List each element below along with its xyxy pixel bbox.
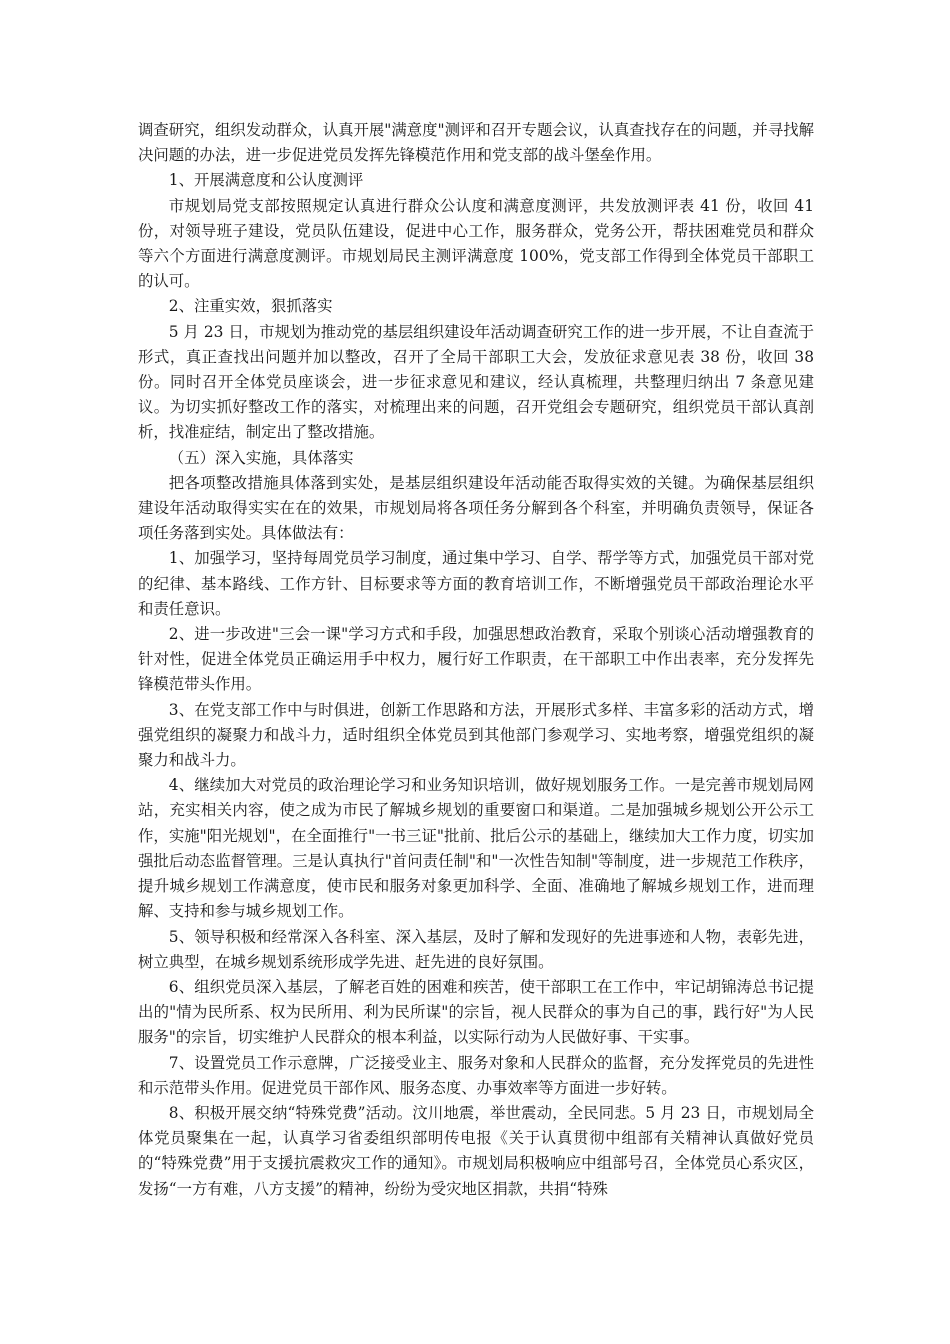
list-item-3: 3、在党支部工作中与时俱进，创新工作思路和方法，开展形式多样、丰富多彩的活动方式，增强党组织的凝聚力和战斗力，适时组织全体党员到其他部门参观学习、实地考察，增强党组织的凝聚力和战斗力。 bbox=[138, 700, 814, 770]
list-item-2: 2、进一步改进"三会一课"学习方式和手段，加强思想政治教育，采取个别谈心活动增强教育的针对性，促进全体党员正确运用手中权力，履行好工作职责，在干部职工中作出表率，充分发挥先锋模范带头作用。 bbox=[138, 625, 814, 694]
list-item-1: 1、加强学习，坚持每周党员学习制度，通过集中学习、自学、帮学等方式，加强党员干部对党的纪律、基本路线、工作方针、目标要求等方面的教育培训工作，不断增强党员干部政治理论水平和责任意识。 bbox=[138, 549, 814, 618]
heading-focus-on-results: 2、注重实效，狠抓落实 bbox=[168, 297, 333, 316]
list-item-7: 7、设置党员工作示意牌，广泛接受业主、服务对象和人民群众的监督，充分发挥党员的先进性和示范带头作用。促进党员干部作风、服务态度、办事效率等方面进一步好转。 bbox=[138, 1053, 814, 1097]
list-item-6: 6、组织党员深入基层，了解老百姓的困难和疾苦，使干部职工在工作中，牢记胡锦涛总书记提出的"情为民所系、权为民所用、利为民所谋"的宗旨，视人民群众的事为自己的事，践行好"为人民服务"的宗旨，切实维护人民群众的根本利益，以实际行动为人民做好事、干实事。 bbox=[138, 977, 814, 1047]
paragraph-satisfaction-survey: 市规划局党支部按照规定认真进行群众公认度和满意度测评，共发放测评表 41 份，收回 41 份，对领导班子建设，党员队伍建设，促进中心工作，服务群众，党务公开，帮扶困难党员和群众等六个方面进行满意度测评。市规划局民主测评满意度 100%，党支部工作得到全体党员干部职工的认可。 bbox=[138, 196, 814, 291]
paragraph-implementation-intro: 把各项整改措施具体落到实处，是基层组织建设年活动能否取得实效的关键。为确保基层组织建设年活动取得实实在在的效果，市规划局将各项任务分解到各个科室，并明确负责领导，保证各项任务落到实处。具体做法有： bbox=[138, 473, 814, 543]
section-heading-implementation: （五）深入实施，具体落实 bbox=[168, 448, 354, 467]
list-item-4: 4、继续加大对党员的政治理论学习和业务知识培训，做好规划服务工作。一是完善市规划局网站，充实相关内容，使之成为市民了解城乡规划的重要窗口和渠道。二是加强城乡规划公开公示工作，实施"阳光规划"，在全面推行"一书三证"批前、批后公示的基础上，继续加大工作力度，切实加强批后动态监督管理。三是认真执行"首问责任制"和"一次性告知制"等制度，进一步规范工作秩序，提升城乡规划工作满意度，使市民和服务对象更加科学、全面、准确地了解城乡规划工作，进而理解、支持和参与城乡规划工作。 bbox=[138, 776, 814, 921]
paragraph-focus-on-results: 5 月 23 日，市规划为推动党的基层组织建设年活动调查研究工作的进一步开展，不让自查流于形式，真正查找出问题并加以整改，召开了全局干部职工大会，发放征求意见表 38 份，收回 38 份。同时召开全体党员座谈会，进一步征求意见和建议，经认真梳理，共整理归纳出 7 条意见建议。为切实抓好整改工作的落实，对梳理出来的问题，召开党组会专题研究，组织党员干部认真剖析，找准症结，制定出了整改措施。 bbox=[138, 322, 814, 442]
list-item-5: 5、领导积极和经常深入各科室、深入基层，及时了解和发现好的先进事迹和人物，表彰先进，树立典型，在城乡规划系统形成学先进、赶先进的良好氛围。 bbox=[138, 927, 814, 971]
heading-satisfaction-survey: 1、开展满意度和公认度测评 bbox=[168, 171, 364, 190]
paragraph-intro-continued: 调查研究，组织发动群众，认真开展"满意度"测评和召开专题会议，认真查找存在的问题，并寻找解决问题的办法，进一步促进党员发挥先锋模范作用和党支部的战斗堡垒作用。 bbox=[138, 121, 814, 165]
list-item-8: 8、积极开展交纳“特殊党费”活动。汶川地震，举世震动，全民同悲。5 月 23 日，市规划局全体党员聚集在一起，认真学习省委组织部明传电报《关于认真贯彻中组部有关精神认真做好党员的“特殊党费”用于支援抗震救灾工作的通知》。市规划局积极响应中组部号召，全体党员心系灾区，发扬“一方有难，八方支援”的精神，纷纷为受灾地区捐款，共捐“特殊 bbox=[138, 1103, 814, 1198]
document-page bbox=[138, 118, 814, 1202]
